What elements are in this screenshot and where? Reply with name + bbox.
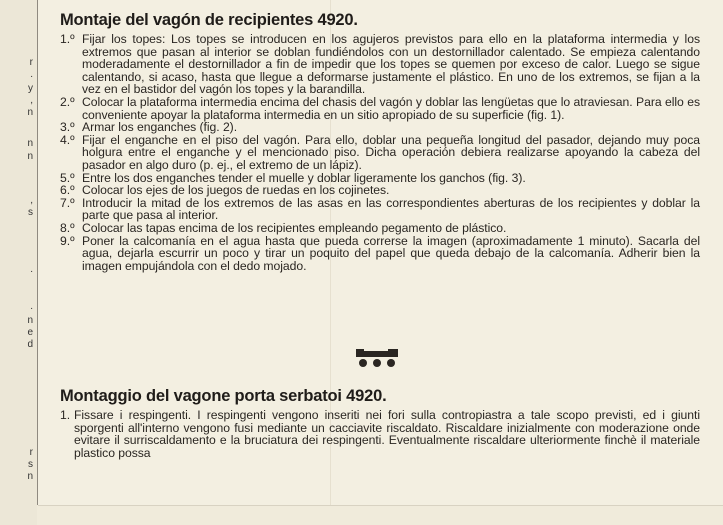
step-number: 1.º (60, 32, 75, 46)
step-text: Fijar el enganche en el piso del vagón. Para ello, doblar una pequeña longitud del pasador, dejando muy poca holgura entre el enganche y el mencionado piso. Dicha operación debiera realizarse apoyando la cabeza del pasador en algo duro (p. ej., el extremo de un lápiz). (82, 132, 700, 172)
margin-text-fragment: . (30, 301, 33, 312)
margin-text-fragment: n (27, 138, 33, 149)
margin-text-fragment: n (27, 107, 33, 118)
step-text: Colocar la plataforma intermedia encima del chasis del vagón y doblar las lengüetas que lo atraviesan. Para ello es conveniente apoyar la plataforma intermedia en un sitio apropiado de su superficie (fig. 1). (82, 94, 700, 122)
section-title: Montaggio del vagone porta serbatoi 4920. (60, 387, 387, 405)
step-text: Introducir la mitad de los extremos de las asas en las correspondientes aberturas de los recipientes y doblar la parte que pasa al interior. (82, 195, 700, 223)
step-text: Armar los enganches (fig. 2). (82, 120, 238, 135)
step-number: 6.º (60, 183, 75, 198)
step-text: Entre los dos enganches tender el muelle y doblar ligeramente los ganchos (fig. 3). (82, 170, 526, 185)
step-text: Poner la calcomanía en el agua hasta que pueda correrse la imagen (aproximadamente 1 minuto). Sacarla del agua, dejarla escurrir un poco y tirar un poquito del papel que queda debajo de la calcomanía. Adherir bien la imagen empujándola con el dedo mojado. (82, 233, 700, 273)
margin-text-fragment: s (28, 459, 33, 470)
step-number: 4.º (60, 132, 75, 147)
step-list (60, 409, 700, 459)
step-item (60, 409, 700, 459)
margin-text-fragment: n (27, 471, 33, 482)
step-text: Fissare i respingenti. I respingenti vengono inseriti nei fori sulla contropiastra a tale scopo previsti, ed i giunti sporgenti all'interno vengono fusi mediante un cacciavite riscaldato. Riscaldare inizialmente con moderazione onde evitare il surriscaldamento e la bruciatura dei respingenti. Eventualmente riscaldare ulteriormente finchè il materiale plastico possa (74, 408, 700, 460)
page-bottom-edge (38, 505, 723, 506)
margin-text-fragment: . (30, 264, 33, 275)
step-number: 2.º (60, 94, 75, 109)
step-text: Colocar los ejes de los juegos de ruedas en los cojinetes. (82, 183, 390, 198)
margin-text-fragment: n (27, 315, 33, 326)
step-number: 8.º (60, 220, 75, 235)
step-item (60, 33, 700, 96)
step-number: 9.º (60, 233, 75, 248)
step-list (60, 33, 700, 272)
step-number: 7.º (60, 195, 75, 210)
section-title: Montaje del vagón de recipientes 4920. (60, 11, 358, 29)
step-item (60, 235, 700, 273)
margin-text-fragment: , (30, 195, 33, 206)
step-number: 3.º (60, 120, 75, 135)
train-wagon-logo-icon (354, 346, 400, 368)
margin-text-fragment: r (29, 447, 33, 458)
step-text: Colocar las tapas encima de los recipientes empleando pegamento de plástico. (82, 220, 507, 235)
section-spanish (60, 10, 700, 272)
adjacent-page-edge (0, 0, 37, 525)
step-item (60, 96, 700, 121)
margin-text-fragment: s (28, 207, 33, 218)
step-number: 5.º (60, 170, 75, 185)
section-italian (60, 386, 700, 459)
margin-text-fragment: e (27, 327, 33, 338)
step-item (60, 197, 700, 222)
step-number: 1. (60, 408, 71, 422)
margin-text-fragment: r (29, 57, 33, 68)
margin-text-fragment: d (27, 339, 33, 350)
step-item (60, 134, 700, 172)
margin-text-fragment: y (28, 83, 33, 94)
step-text: Fijar los topes: Los topes se introducen en los agujeros previstos para ello en la plataforma intermedia y los extremos que pasan al interior se doblan fundiéndolos con un destornillador calentado. Se empieza calentando moderadamente el destornillador a fin de impedir que los topes se quemen por exceso de calor. Luego se sigue calentando, si acaso, hasta que llegue a deformarse justamente el plástico. En uno de los extremos, se fijan a la vez en el bastidor del vagón los topes y la barandilla. (82, 32, 700, 97)
margin-text-fragment: . (30, 69, 33, 80)
margin-text-fragment: n (27, 151, 33, 162)
margin-text-fragment: , (30, 95, 33, 106)
